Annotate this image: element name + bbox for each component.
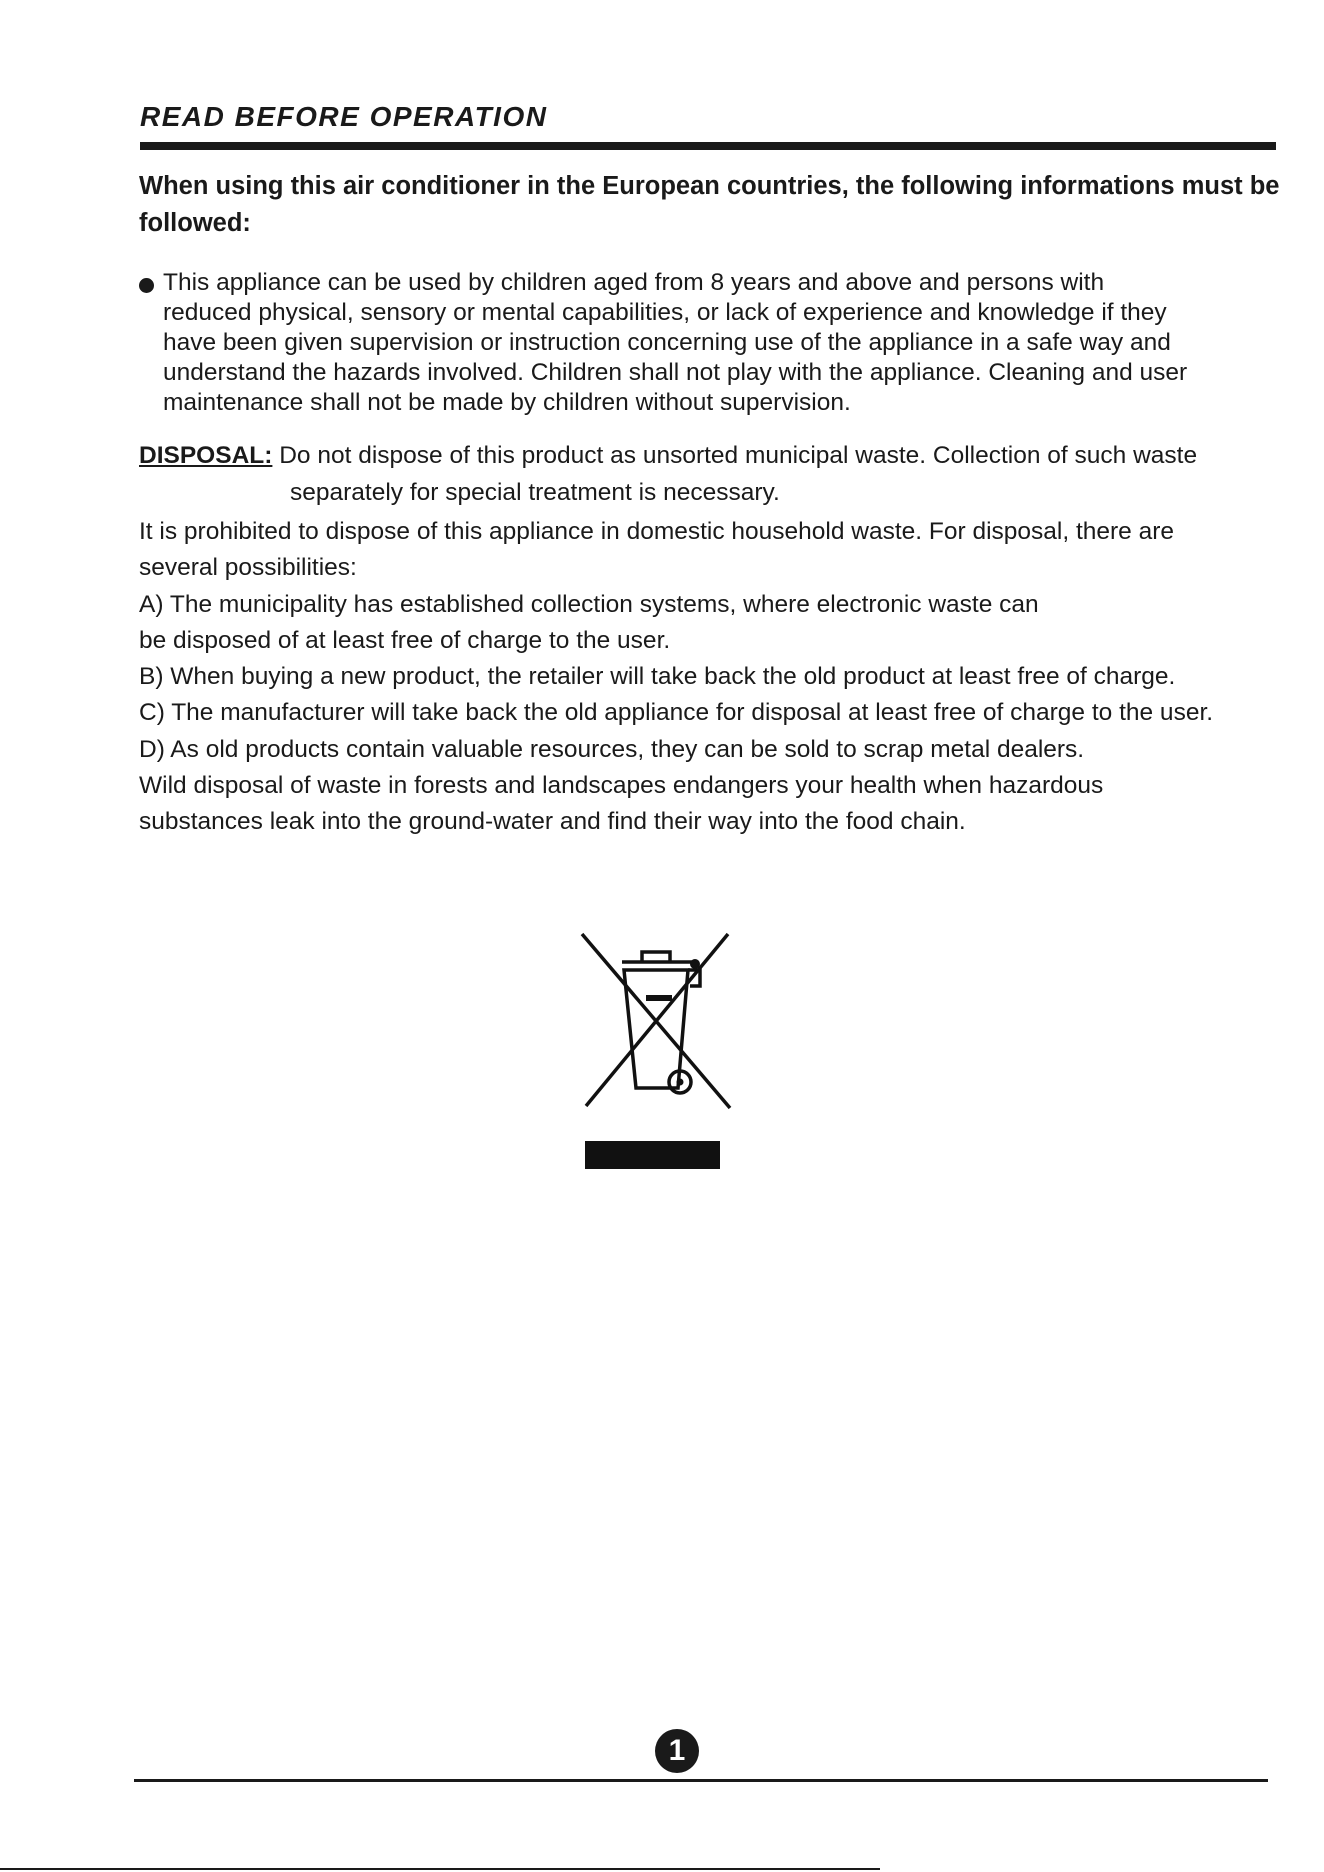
- disposal-text-2: separately for special treatment is necessary.: [290, 479, 780, 506]
- disposal-text-1: Do not dispose of this product as unsorted municipal waste. Collection of such waste: [279, 442, 1198, 469]
- crossed-out-wheelie-bin-icon: [570, 930, 740, 1110]
- bottom-edge-rule: [0, 1868, 880, 1870]
- safety-bullet-text: This appliance can be used by children aged from 8 years and above and persons with reduced physical, sensory or mental capabilities, or lack of experience and knowledge if they have been given supervision or instruction concerning use of the appliance in a safe way and understand the hazards involved. Children shall not play with the appliance. Cleaning and user maintenance shall not be made by children without supervision.: [163, 269, 1188, 416]
- intro-heading: When using this air conditioner in the European countries, the following informations must be followed:: [139, 172, 1280, 237]
- title-rule: [140, 142, 1276, 150]
- disposal-section: [139, 437, 1299, 511]
- disposal-options-text: It is prohibited to dispose of this appliance in domestic household waste. For disposal, there are several possibilities: A) The municipality has established collection systems, where electronic waste can be disposed of at least free of charge to the user. B) When buying a new product, the retailer will take back the old product at least free of charge. C) The manufacturer will take back the old appliance for disposal at least free of charge to the user. D) As old products contain valuable resources, they can be sold to scrap metal dealers. Wild disposal of waste in forests and landscapes endangers your health when hazardous substances leak into the ground-water and find their way into the food chain.: [139, 518, 1214, 836]
- disposal-line-1: [139, 437, 1299, 474]
- page-title: READ BEFORE OPERATION: [140, 101, 548, 132]
- disposal-label: DISPOSAL:: [139, 442, 273, 469]
- safety-bullet: [139, 268, 1289, 418]
- weee-solid-bar: [585, 1141, 720, 1169]
- bullet-dot-icon: [139, 278, 154, 293]
- page-number-badge: 1: [655, 1729, 699, 1773]
- footer-rule: [134, 1779, 1268, 1782]
